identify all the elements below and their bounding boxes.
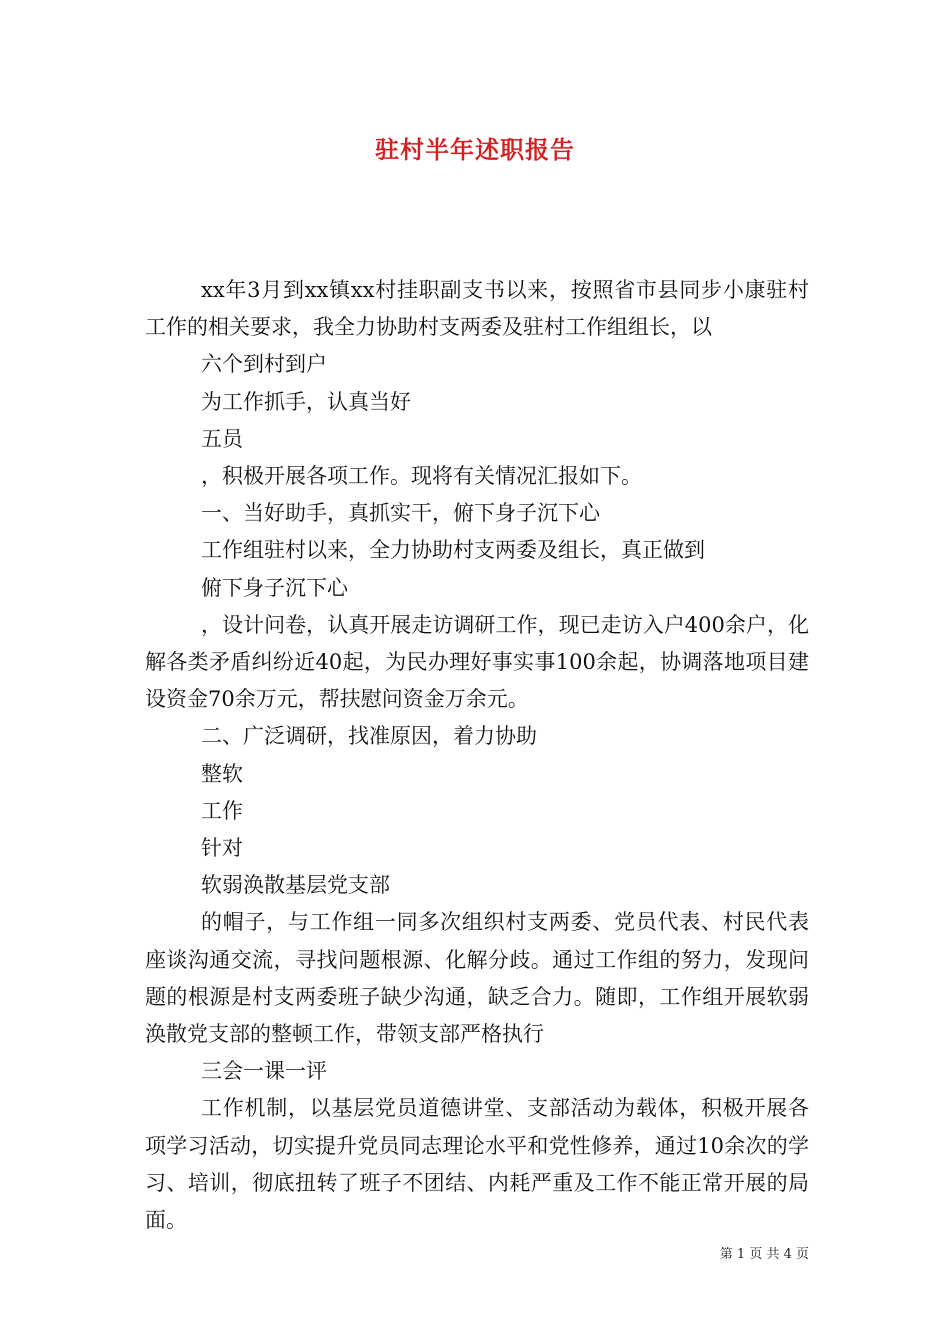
paragraph-fragment: 整软 <box>201 761 243 786</box>
paragraph-body: ，设计问卷，认真开展走访调研工作，现已走访入户400余户，化解各类矛盾纠纷近40起，为民办理好事实事100余起，协调落地项目建设资金70余万元，帮扶慰问资金万余元。 <box>145 612 809 712</box>
document-body <box>145 272 809 1239</box>
paragraph-fragment: 软弱涣散基层党支部 <box>201 873 390 898</box>
section-heading-1: 一、当好助手，真抓实干，俯下身子沉下心 <box>201 501 600 526</box>
paragraph-fragment: 工作组驻村以来，全力协助村支两委及组长，真正做到 <box>201 538 705 563</box>
paragraph-fragment: ，积极开展各项工作。现将有关情况汇报如下。 <box>201 464 642 489</box>
paragraph-fragment: 针对 <box>201 836 243 861</box>
paragraph-intro: xx年3月到xx镇xx村挂职副支书以来，按照省市县同步小康驻村工作的相关要求，我全力协助村支两委及驻村工作组组长，以 <box>145 278 809 340</box>
paragraph-fragment: 三会一课一评 <box>201 1059 327 1084</box>
paragraph-fragment: 工作 <box>201 798 243 823</box>
page-number: 第 1 页 共 4 页 <box>719 1247 809 1262</box>
paragraph-fragment: 俯下身子沉下心 <box>201 575 348 600</box>
paragraph-fragment: 六个到村到户 <box>201 352 327 377</box>
paragraph-fragment: 为工作抓手，认真当好 <box>201 389 411 414</box>
section-heading-2: 二、广泛调研，找准原因，着力协助 <box>201 724 537 749</box>
paragraph-body: 工作机制，以基层党员道德讲堂、支部活动为载体，积极开展各项学习活动，切实提升党员同志理论水平和党性修养，通过10余次的学习、培训，彻底扭转了班子不团结、内耗严重及工作不能正常开展的局面。 <box>145 1096 809 1233</box>
paragraph-body: 的帽子，与工作组一同多次组织村支两委、党员代表、村民代表座谈沟通交流，寻找问题根源、化解分歧。通过工作组的努力，发现问题的根源是村支两委班子缺少沟通，缺乏合力。随即，工作组开展软弱涣散党支部的整顿工作，带领支部严格执行 <box>145 910 809 1047</box>
paragraph-fragment: 五员 <box>201 426 243 451</box>
document-title: 驻村半年述职报告 <box>375 135 575 164</box>
